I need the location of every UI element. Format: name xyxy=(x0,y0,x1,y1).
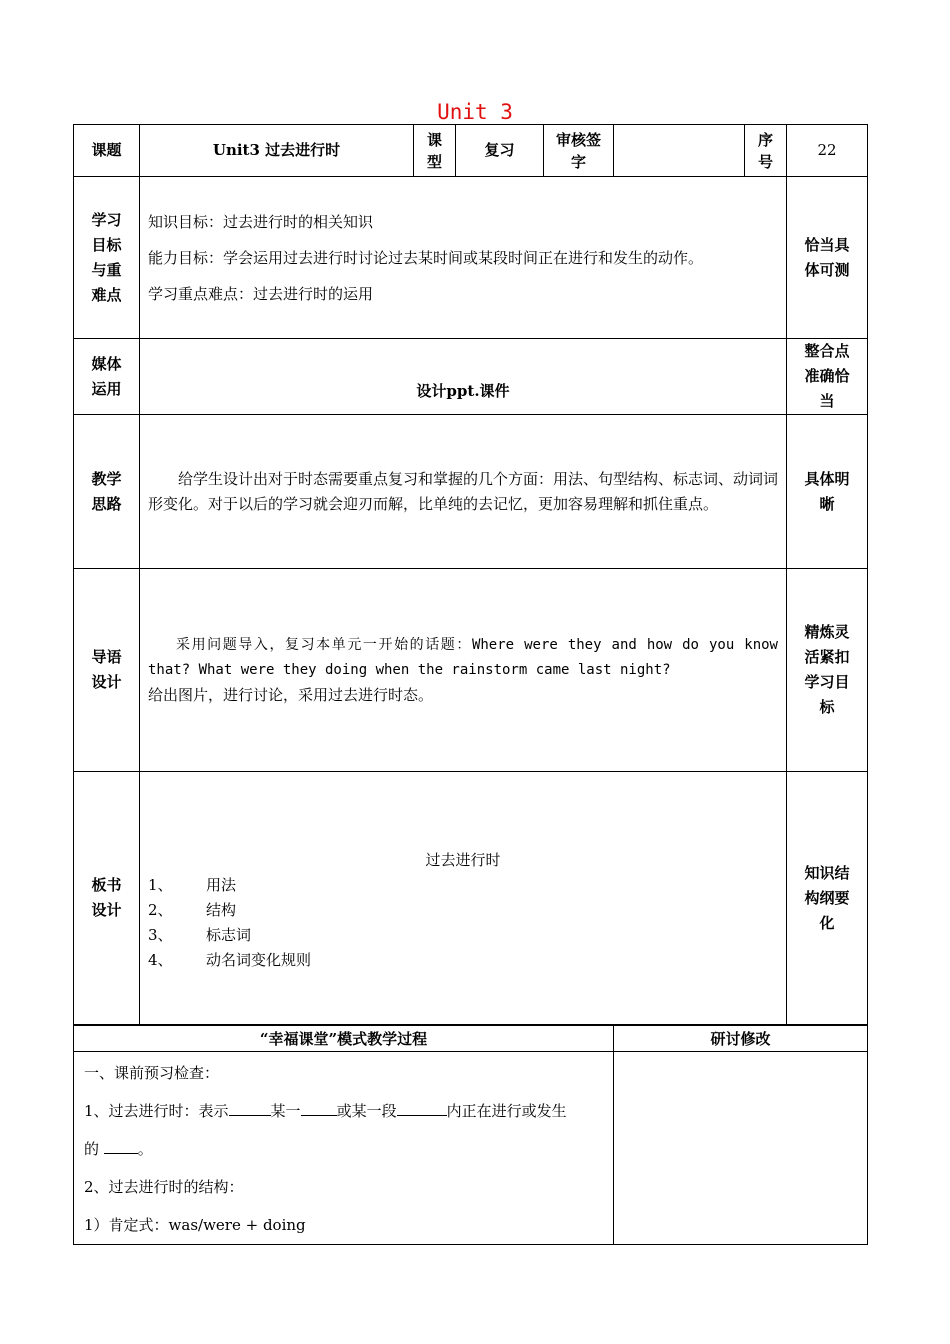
reviewer-label: 审核签 字 xyxy=(544,125,614,177)
board-list xyxy=(140,873,786,973)
intro-content-cell xyxy=(140,569,787,772)
media-note: 整合点 准确恰 当 xyxy=(787,339,868,415)
fill-blank-line-2: 的 。 xyxy=(74,1130,613,1168)
type-label: 课 型 xyxy=(414,125,456,177)
goals-note: 恰当具 体可测 xyxy=(787,177,868,339)
goals-content xyxy=(140,177,787,339)
revision-header: 研讨修改 xyxy=(614,1026,868,1052)
thinking-content-cell xyxy=(140,415,787,569)
topic-label: 课题 xyxy=(74,125,140,177)
media-label: 媒体 运用 xyxy=(74,339,140,415)
intro-question: 采用问题导入，复习本单元一开始的话题：Where were they and how do you know that? What were they doing when the rainstorm came last night? xyxy=(148,636,778,678)
goals-ability: 能力目标：学会运用过去进行时讨论过去某时间或某段时间正在进行和发生的动作。 xyxy=(148,248,704,267)
intro-activity: 给出图片，进行讨论，采用过去进行时态。 xyxy=(148,685,434,704)
board-heading: 过去进行时 xyxy=(425,851,501,869)
thinking-label: 教学 思路 xyxy=(74,415,140,569)
media-content: 设计ppt.课件 xyxy=(140,339,787,415)
list-item: 4、 动名词变化规则 xyxy=(148,951,312,969)
sequence-value: 22 xyxy=(787,125,868,177)
goals-keypoints: 学习重点难点：过去进行时的运用 xyxy=(148,284,374,303)
fill-blank-line-1: 1、过去进行时：表示 某一 或某一段 内正在进行或发生 xyxy=(74,1092,613,1130)
structure-heading: 2、过去进行时的结构： xyxy=(84,1178,244,1196)
blank-3[interactable] xyxy=(397,1099,447,1116)
board-content-cell xyxy=(140,772,787,1025)
revision-cell xyxy=(614,1052,868,1245)
board-note: 知识结 构纲要 化 xyxy=(787,772,868,1025)
blank-1[interactable] xyxy=(229,1099,271,1116)
goals-knowledge: 知识目标：过去进行时的相关知识 xyxy=(148,212,374,231)
lesson-plan-table xyxy=(73,124,868,1025)
process-content xyxy=(74,1052,614,1245)
preview-check-heading: 一、课前预习检查： xyxy=(84,1064,220,1082)
affirmative-form: 1）肯定式：was/were + doing xyxy=(84,1216,306,1234)
list-item: 3、 标志词 xyxy=(148,926,252,944)
intro-label: 导语 设计 xyxy=(74,569,140,772)
board-label: 板书 设计 xyxy=(74,772,140,1025)
thinking-content: 给学生设计出对于时态需要重点复习和掌握的几个方面：用法、句型结构、标志词、动词词形变化。对于以后的学习就会迎刃而解，比单纯的去记忆，更加容易理解和抓住重点。 xyxy=(148,469,779,513)
page-title: Unit 3 xyxy=(437,100,513,124)
intro-note: 精炼灵 活紧扣 学习目 标 xyxy=(787,569,868,772)
blank-2[interactable] xyxy=(301,1099,337,1116)
list-item: 1、 用法 xyxy=(148,876,237,894)
thinking-note: 具体明 晰 xyxy=(787,415,868,569)
goals-label: 学习 目标 与重 难点 xyxy=(74,177,140,339)
sequence-label: 序 号 xyxy=(745,125,787,177)
blank-4[interactable] xyxy=(104,1137,138,1154)
reviewer-signature-cell xyxy=(614,125,745,177)
topic-value: Unit3 过去进行时 xyxy=(140,125,414,177)
type-value: 复习 xyxy=(456,125,544,177)
process-table xyxy=(73,1025,868,1245)
process-header: “幸福课堂”模式教学过程 xyxy=(74,1026,614,1052)
list-item: 2、 结构 xyxy=(148,901,237,919)
